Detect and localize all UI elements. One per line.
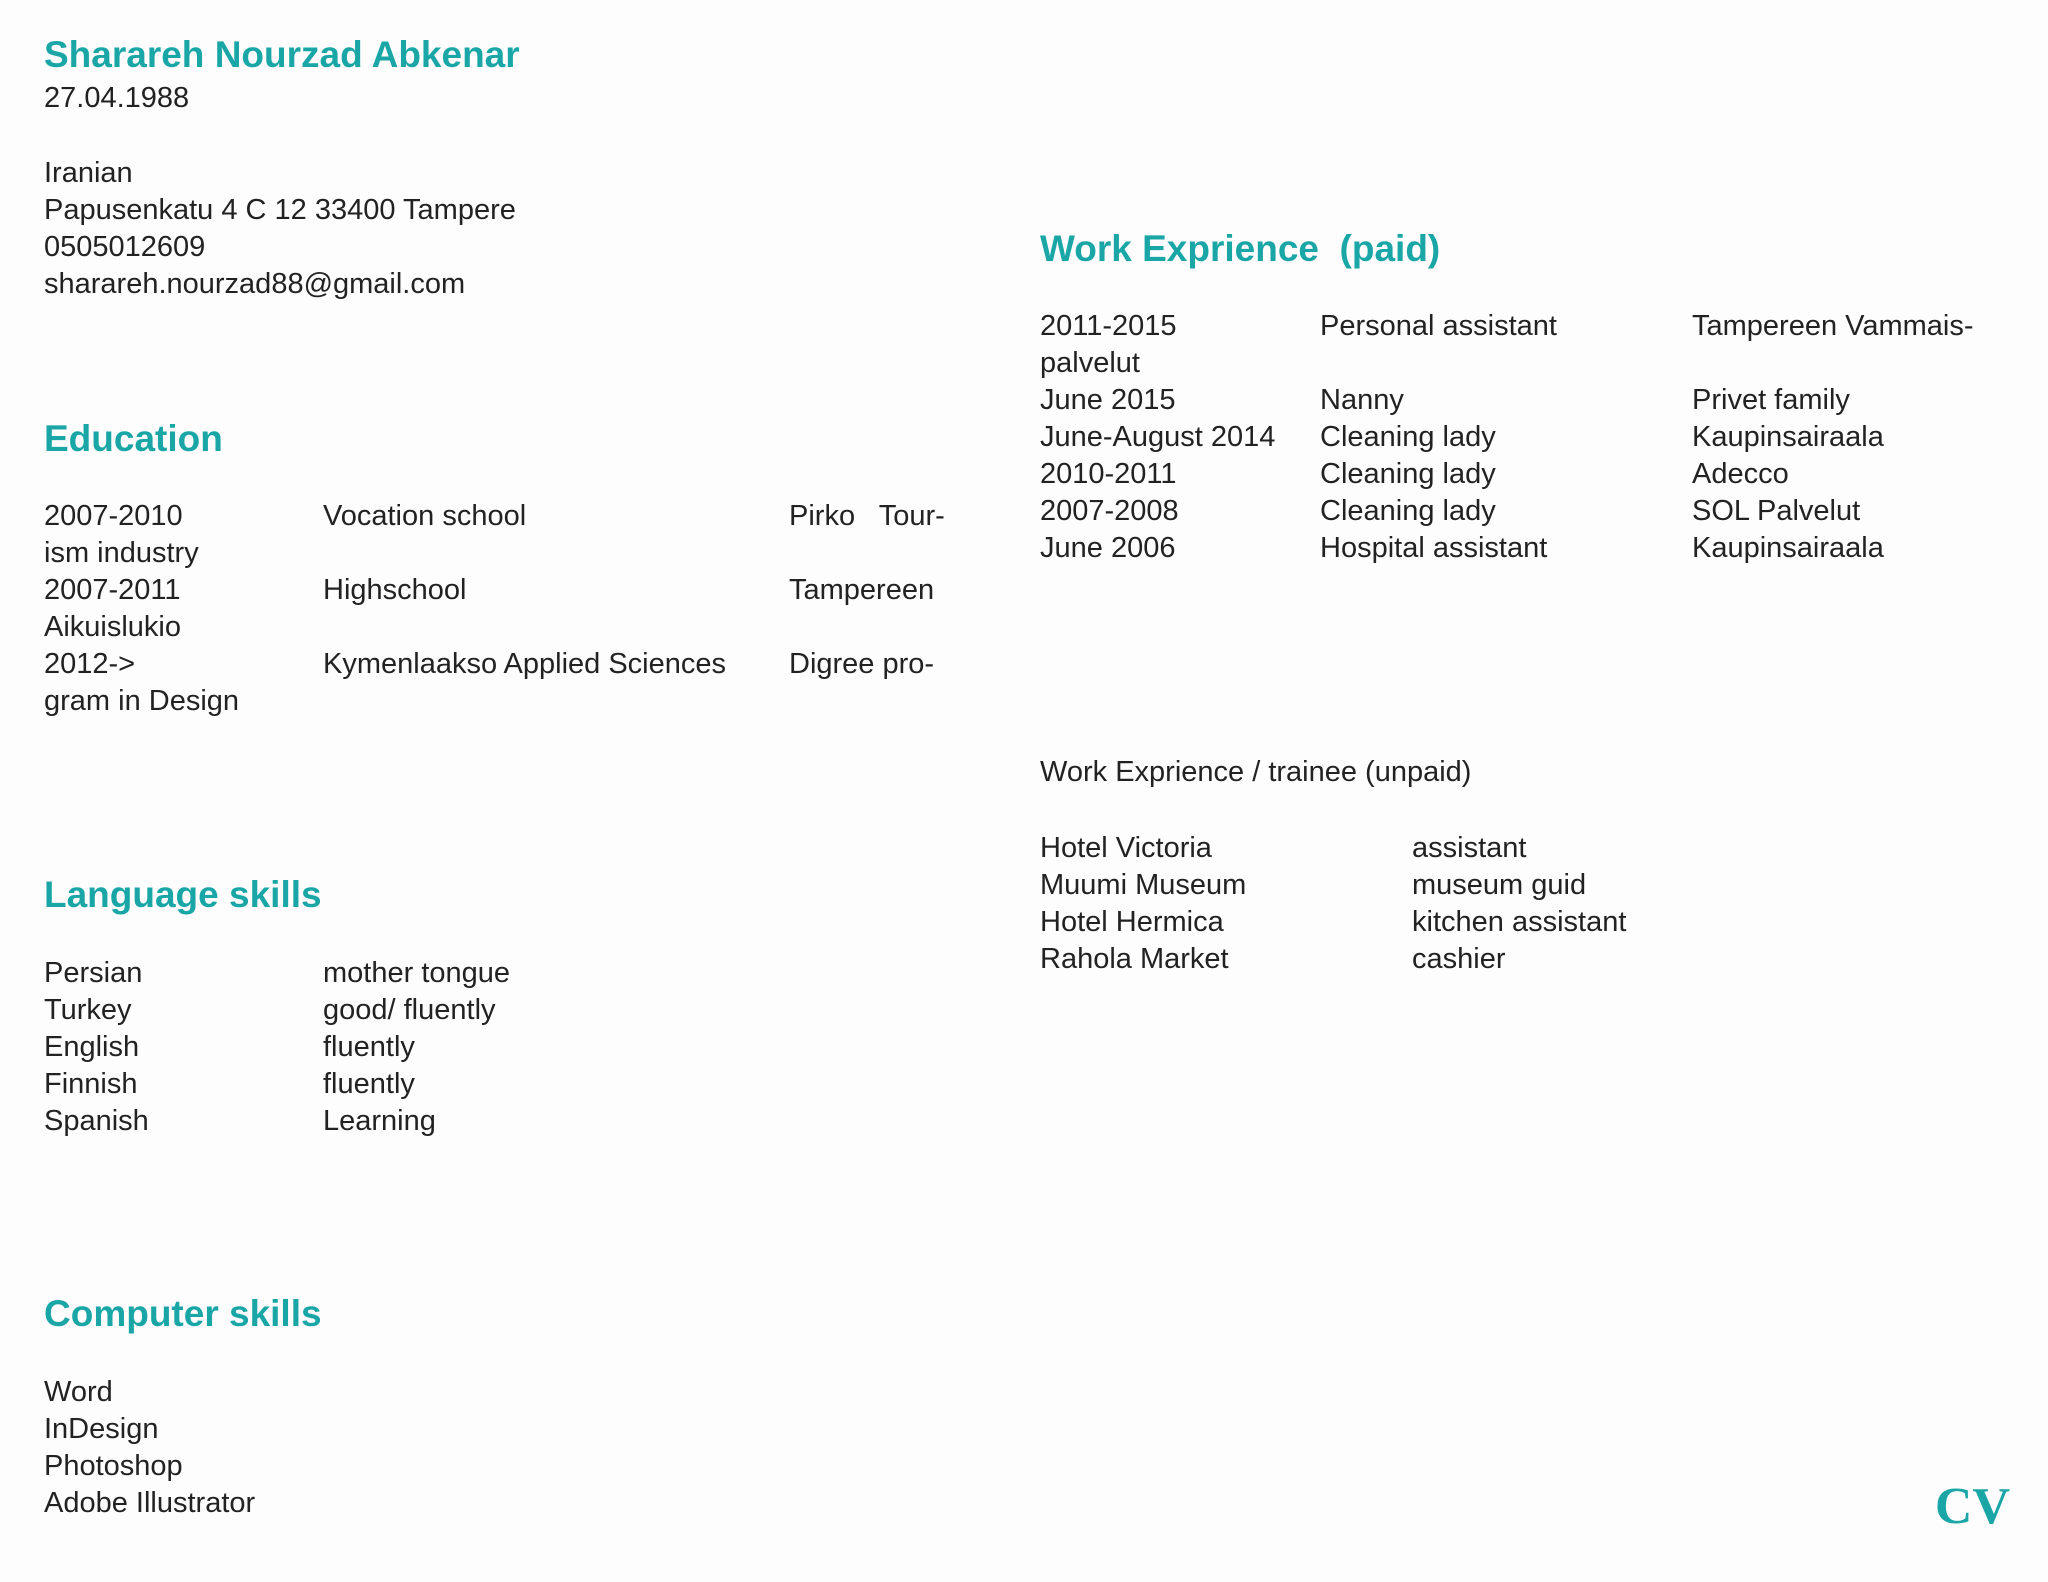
language-level: fluently <box>323 1068 415 1100</box>
spacer <box>1320 345 1557 382</box>
work-paid-employer: Privet family <box>1692 384 1850 416</box>
address: Papusenkatu 4 C 12 33400 Tampere <box>44 194 516 226</box>
education-line: 2007-2011 <box>44 574 181 606</box>
work-unpaid-role: cashier <box>1412 943 1506 975</box>
work-paid-role: Cleaning lady <box>1320 495 1496 527</box>
work-paid-employer: Kaupinsairaala <box>1692 532 1884 564</box>
cv-logo: CV <box>1934 1478 2010 1535</box>
work-unpaid-place: Hotel Hermica <box>1040 906 1224 938</box>
spacer <box>789 535 945 572</box>
education-school-column <box>323 498 726 683</box>
work-unpaid-place: Rahola Market <box>1040 943 1229 975</box>
computer-heading: Computer skills <box>44 1293 322 1334</box>
birthdate: 27.04.1988 <box>44 82 190 114</box>
work-paid-role: Hospital assistant <box>1320 532 1548 564</box>
language-name: Spanish <box>44 1105 149 1137</box>
work-paid-role: Nanny <box>1320 384 1404 416</box>
language-level: Learning <box>323 1105 436 1137</box>
work-unpaid-roles-column <box>1412 830 1626 978</box>
work-unpaid-places-column <box>1040 830 1246 978</box>
computer-skill: Word <box>44 1376 113 1408</box>
work-paid-year: June 2006 <box>1040 532 1176 564</box>
work-paid-roles-column <box>1320 308 1557 567</box>
work-paid-year: palvelut <box>1040 347 1140 379</box>
computer-skills-list <box>44 1374 255 1522</box>
work-paid-year: 2007-2008 <box>1040 495 1179 527</box>
education-place-column <box>789 498 945 683</box>
work-paid-year: 2010-2011 <box>1040 458 1177 490</box>
work-paid-year: 2011-2015 <box>1040 310 1177 342</box>
person-name: Sharareh Nourzad Abkenar <box>44 34 520 75</box>
language-heading: Language skills <box>44 874 322 915</box>
work-paid-employer: SOL Palvelut <box>1692 495 1861 527</box>
work-paid-heading: Work Exprience (paid) <box>1040 228 1441 269</box>
email: sharareh.nourzad88@gmail.com <box>44 268 466 300</box>
language-level: fluently <box>323 1031 415 1063</box>
computer-skill: InDesign <box>44 1413 159 1445</box>
work-unpaid-role: museum guid <box>1412 869 1587 901</box>
education-line: 2012-> <box>44 648 136 680</box>
work-paid-employer: Adecco <box>1692 458 1789 490</box>
language-name: Finnish <box>44 1068 138 1100</box>
language-levels-column <box>323 955 510 1140</box>
phone: 0505012609 <box>44 231 206 263</box>
spacer <box>789 609 945 646</box>
language-name: English <box>44 1031 140 1063</box>
spacer <box>323 609 726 646</box>
work-paid-years-column <box>1040 308 1275 567</box>
education-line: Aikuislukio <box>44 611 181 643</box>
spacer <box>323 535 726 572</box>
work-paid-employer: Tampereen Vammais- <box>1692 310 1974 342</box>
language-level: good/ fluently <box>323 994 496 1026</box>
spacer <box>1692 345 1974 382</box>
work-paid-role: Personal assistant <box>1320 310 1557 342</box>
work-paid-year: June 2015 <box>1040 384 1176 416</box>
education-place: Digree pro- <box>789 648 935 680</box>
education-school: Highschool <box>323 574 467 606</box>
work-paid-role: Cleaning lady <box>1320 421 1496 453</box>
computer-skill: Adobe Illustrator <box>44 1487 256 1519</box>
education-school: Vocation school <box>323 500 527 532</box>
language-name: Turkey <box>44 994 132 1026</box>
education-heading: Education <box>44 418 223 459</box>
education-school: Kymenlaakso Applied Sciences <box>323 648 727 680</box>
nationality: Iranian <box>44 157 133 189</box>
education-place: Pirko Tour- <box>789 500 945 532</box>
work-unpaid-place: Hotel Victoria <box>1040 832 1212 864</box>
education-line: ism industry <box>44 537 199 569</box>
work-unpaid-place: Muumi Museum <box>1040 869 1247 901</box>
language-name: Persian <box>44 957 143 989</box>
education-place: Tampereen <box>789 574 935 606</box>
work-unpaid-role: kitchen assistant <box>1412 906 1627 938</box>
education-line: gram in Design <box>44 685 240 717</box>
work-paid-employer: Kaupinsairaala <box>1692 421 1884 453</box>
education-years-column <box>44 498 239 720</box>
language-names-column <box>44 955 149 1140</box>
language-level: mother tongue <box>323 957 511 989</box>
computer-skill: Photoshop <box>44 1450 183 1482</box>
work-paid-role: Cleaning lady <box>1320 458 1496 490</box>
work-unpaid-role: assistant <box>1412 832 1527 864</box>
work-paid-employers-column <box>1692 308 1974 567</box>
work-paid-year: June-August 2014 <box>1040 421 1276 453</box>
education-line: 2007-2010 <box>44 500 183 532</box>
work-unpaid-heading: Work Exprience / trainee (unpaid) <box>1040 756 1472 788</box>
